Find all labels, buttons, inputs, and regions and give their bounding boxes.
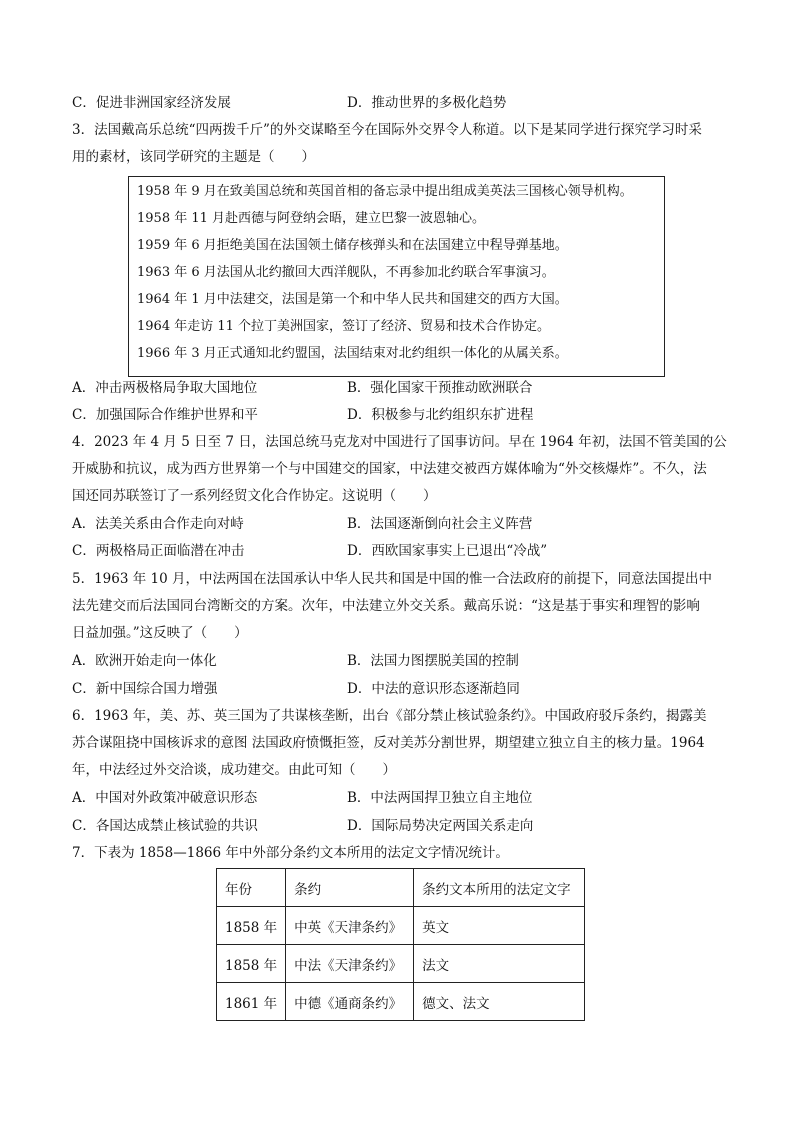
- q6-option-d: D．国际局势决定两国关系走向: [347, 818, 534, 834]
- table-header-row: [217, 869, 585, 907]
- table-cell-language: 法文: [414, 945, 585, 983]
- q3-material-item: 1958 年 11 月赴西德与阿登纳会晤，建立巴黎一波恩轴心。: [137, 211, 486, 226]
- table-cell-language: 德文、法文: [414, 983, 585, 1021]
- q3-option-a: A．冲击两极格局争取大国地位: [72, 380, 258, 396]
- q4-stem-line3: 国还同苏联签订了一系列经贸文化合作协定。这说明（ ）: [72, 488, 437, 504]
- q4-option-d: D．西欧国家事实上已退出“冷战”: [347, 543, 548, 559]
- q5-option-c: C．新中国综合国力增强: [72, 681, 218, 697]
- table-header-year: 年份: [217, 869, 286, 907]
- q3-option-c: C．加强国际合作维护世界和平: [72, 407, 258, 423]
- q3-stem-line1: 3．法国戴高乐总统“四两拨千斤”的外交谋略至今在国际外交界令人称道。以下是某同学进行探究学习时采: [72, 122, 702, 138]
- q3-material-item: 1964 年走访 11 个拉丁美洲国家，签订了经济、贸易和技术合作协定。: [137, 319, 551, 334]
- table-cell-language: 英文: [414, 907, 585, 945]
- q5-stem-line1: 5．1963 年 10 月，中法两国在法国承认中华人民共和国是中国的惟一合法政府的前提下，同意法国提出中: [72, 571, 712, 587]
- table-cell-year: 1858 年: [217, 907, 286, 945]
- q3-option-d: D．积极参与北约组织东扩进程: [347, 407, 534, 423]
- q3-material-item: 1964 年 1 月中法建交，法国是第一个和中华人民共和国建交的西方大国。: [137, 292, 568, 307]
- q3-stem-line2: 用的素材，该同学研究的主题是（ ）: [72, 149, 315, 165]
- q6-stem-line2: 苏合谋阻挠中国核诉求的意图 法国政府愤慨拒签，反对美苏分割世界，期望建立独立自主的核力量。1964: [72, 735, 705, 751]
- table-cell-treaty: 中英《天津条约》: [286, 907, 414, 945]
- table-row: [217, 983, 585, 1021]
- table-cell-treaty: 中德《通商条约》: [286, 983, 414, 1021]
- table-header-language: 条约文本所用的法定文字: [414, 869, 585, 907]
- q2-option-c: C．促进非洲国家经济发展: [72, 95, 231, 111]
- q3-material-item: 1958 年 9 月在致美国总统和英国首相的备忘录中提出组成美英法三国核心领导机构。: [137, 184, 633, 199]
- q3-option-b: B．强化国家干预推动欧洲联合: [347, 380, 533, 396]
- q6-stem-line1: 6．1963 年，美、苏、英三国为了共谋核垄断，出台《部分禁止核试验条约》。中国政府驳斥条约，揭露美: [72, 708, 707, 724]
- q3-material-item: 1966 年 3 月正式通知北约盟国，法国结束对北约组织一体化的从属关系。: [137, 346, 568, 361]
- q7-stem: 7．下表为 1858—1866 年中外部分条约文本所用的法定文字情况统计。: [72, 845, 509, 861]
- q4-option-a: A．法美关系由合作走向对峙: [72, 516, 244, 532]
- q5-option-b: B．法国力图摆脱美国的控制: [347, 653, 519, 669]
- q6-option-c: C．各国达成禁止核试验的共识: [72, 818, 258, 834]
- table-cell-year: 1861 年: [217, 983, 286, 1021]
- q5-stem-line3: 日益加强。”这反映了（ ）: [72, 625, 248, 641]
- table-row: [217, 945, 585, 983]
- q4-option-c: C．两极格局正面临潜在冲击: [72, 543, 245, 559]
- q3-material-item: 1963 年 6 月法国从北约撤回大西洋舰队，不再参加北约联合军事演习。: [137, 265, 555, 280]
- table-cell-treaty: 中法《天津条约》: [286, 945, 414, 983]
- q2-option-d: D．推动世界的多极化趋势: [347, 95, 507, 111]
- q4-stem-line2: 开威胁和抗议，成为西方世界第一个与中国建交的国家，中法建交被西方媒体喻为“外交核爆炸”。不久，法: [72, 461, 707, 477]
- table-cell-year: 1858 年: [217, 945, 286, 983]
- q3-materials-box: [128, 176, 665, 377]
- treaty-table: [216, 868, 585, 1021]
- q4-option-b: B．法国逐渐倒向社会主义阵营: [347, 516, 533, 532]
- q5-stem-line2: 法先建交而后法国同台湾断交的方案。次年，中法建立外交关系。戴高乐说：“这是基于事实和理智的影响: [72, 598, 700, 614]
- q3-material-item: 1959 年 6 月拒绝美国在法国领土储存核弹头和在法国建立中程导弹基地。: [137, 238, 568, 253]
- q5-option-d: D．中法的意识形态逐渐趋同: [347, 681, 520, 697]
- q5-option-a: A．欧洲开始走向一体化: [72, 653, 217, 669]
- q6-stem-line3: 年，中法经过外交洽谈，成功建交。由此可知（ ）: [72, 762, 396, 778]
- q4-stem-line1: 4．2023 年 4 月 5 日至 7 日，法国总统马克龙对中国进行了国事访问。早在 1964 年初，法国不管美国的公: [72, 434, 727, 450]
- table-row: [217, 907, 585, 945]
- q6-option-a: A．中国对外政策冲破意识形态: [72, 790, 258, 806]
- q6-option-b: B．中法两国捍卫独立自主地位: [347, 790, 533, 806]
- table-header-treaty: 条约: [286, 869, 414, 907]
